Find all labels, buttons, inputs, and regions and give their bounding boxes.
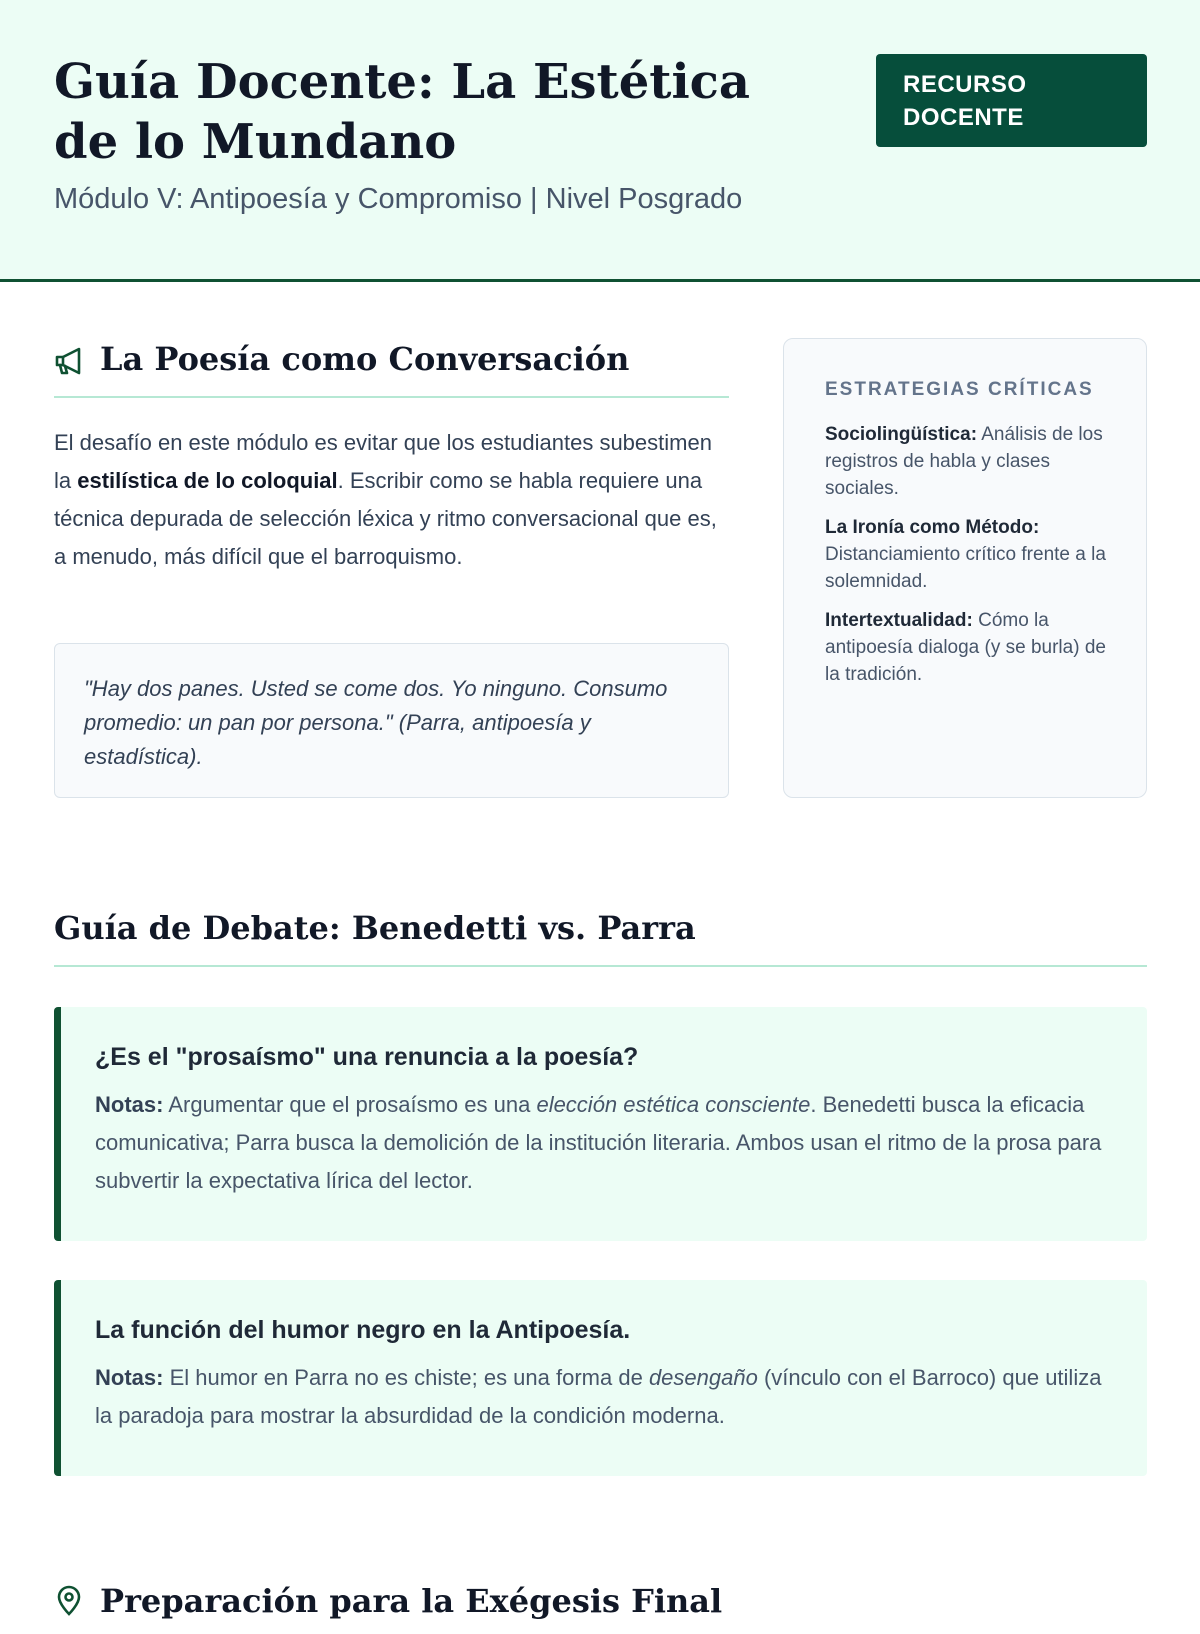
notes-text: . Benedetti busca la eficacia comunicativa; Parra busca la demolición de la institución literaria. Ambos usan el ritmo de la prosa para subvertir la expectativa lírica del lector. bbox=[95, 1092, 1102, 1193]
badge-line-1: RECURSO bbox=[903, 71, 1027, 98]
notes-emphasis: desengaño bbox=[648, 1365, 758, 1390]
megaphone-icon bbox=[54, 346, 86, 376]
strategy-term: Sociolingüística: bbox=[825, 424, 978, 445]
section-title: Guía de Debate: Benedetti vs. Parra bbox=[54, 909, 696, 947]
strategy-term: La Ironía como Método: bbox=[825, 517, 1040, 538]
badge-line-2: DOCENTE bbox=[903, 104, 1024, 131]
debate-card bbox=[54, 1007, 1147, 1241]
section-body bbox=[54, 424, 729, 576]
page-header bbox=[0, 0, 1200, 282]
strategy-item bbox=[825, 514, 1116, 595]
section-title: Preparación para la Exégesis Final bbox=[100, 1582, 723, 1620]
notes-emphasis: elección estética consciente bbox=[536, 1092, 811, 1117]
debate-question: ¿Es el "prosaísmo" una renuncia a la poesía? bbox=[95, 1043, 639, 1071]
notes-label: Notas: bbox=[95, 1365, 164, 1390]
page-title: Guía Docente: La Estética de lo Mundano bbox=[54, 54, 750, 170]
strategy-item bbox=[825, 607, 1116, 688]
page-subtitle: Módulo V: Antipoesía y Compromiso | Nivel Posgrado bbox=[54, 183, 743, 215]
body-emphasis: estilística de lo coloquial bbox=[77, 468, 338, 493]
sidebar-title: ESTRATEGIAS CRÍTICAS bbox=[825, 379, 1094, 400]
resource-badge bbox=[876, 54, 1147, 147]
section-debate-heading bbox=[54, 905, 1147, 967]
debate-notes bbox=[95, 1359, 1107, 1435]
debate-card bbox=[54, 1280, 1147, 1476]
critical-strategies-panel bbox=[783, 338, 1147, 798]
body-text: . Escribir como se habla requiere una técnica depurada de selección léxica y ritmo conversacional que es, a menudo, más difícil que el barroquismo. bbox=[54, 468, 717, 569]
notes-label: Notas: bbox=[95, 1092, 164, 1117]
strategy-term: Intertextualidad: bbox=[825, 610, 973, 631]
debate-notes bbox=[95, 1086, 1107, 1200]
strategy-text: Análisis de los registros de habla y clases sociales. bbox=[825, 424, 1103, 499]
strategy-text: Cómo la antipoesía dialoga (y se burla) de la tradición. bbox=[825, 610, 1106, 685]
section-conversation-heading bbox=[54, 336, 729, 398]
location-pin-icon bbox=[56, 1586, 82, 1616]
notes-text: El humor en Parra no es chiste; es una forma de bbox=[163, 1365, 649, 1390]
body-text: El desafío en este módulo es evitar que los estudiantes subestimen la bbox=[54, 430, 712, 493]
section-exegesis-heading bbox=[54, 1574, 1147, 1634]
notes-text: Argumentar que el prosaísmo es una bbox=[163, 1092, 537, 1117]
strategy-item bbox=[825, 421, 1116, 502]
notes-text: (vínculo con el Barroco) que utiliza la paradoja para mostrar la absurdidad de la condición moderna. bbox=[95, 1365, 1102, 1428]
quote-text: "Hay dos panes. Usted se come dos. Yo ninguno. Consumo promedio: un pan por persona." (Parra, antipoesía y estadística). bbox=[84, 676, 668, 769]
section-title: La Poesía como Conversación bbox=[100, 340, 630, 378]
strategy-text: Distanciamiento crítico frente a la solemnidad. bbox=[825, 544, 1106, 592]
parra-quote bbox=[54, 643, 729, 798]
debate-question: La función del humor negro en la Antipoesía. bbox=[95, 1316, 631, 1344]
